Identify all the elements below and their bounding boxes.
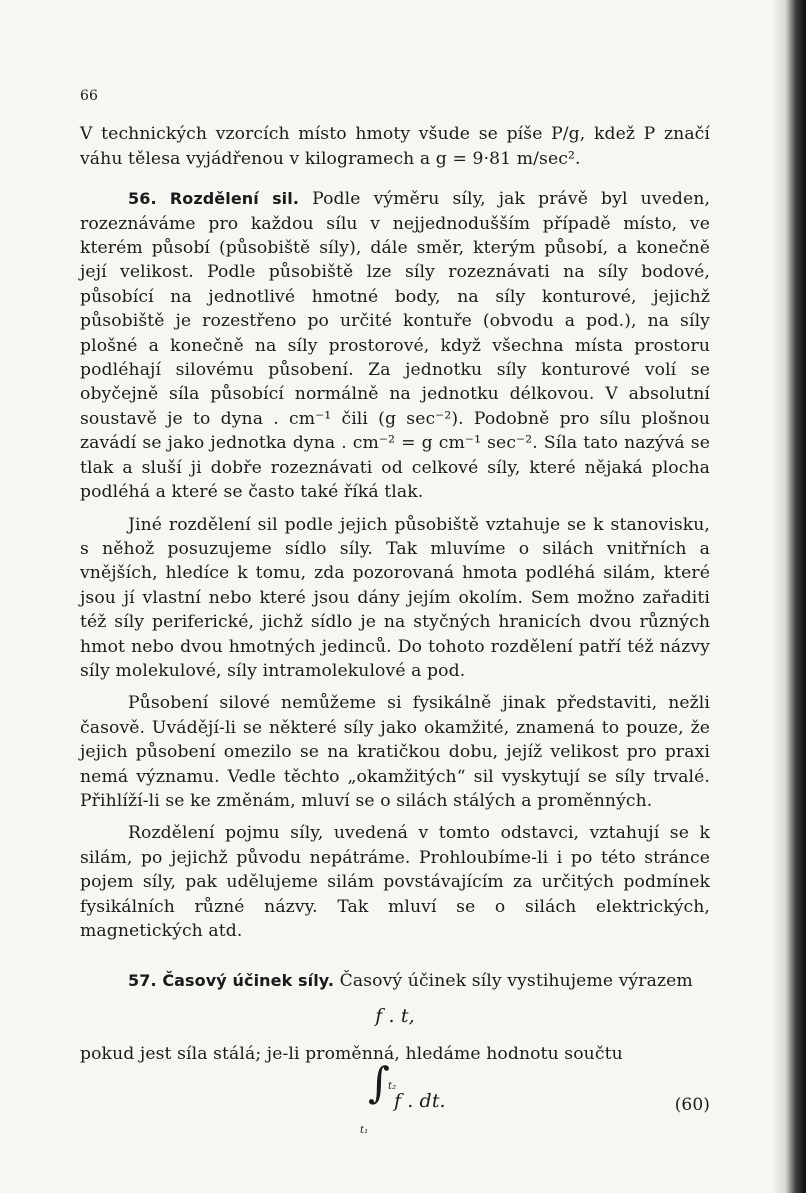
section-57-paragraph bbox=[80, 969, 710, 993]
integral-sign: ∫ bbox=[368, 1057, 390, 1107]
section-56-text: Podle výměru síly, jak právě byl uveden, rozeznáváme pro každou sílu v nejjednodušším případě místo, ve kterém působí (působiště síly), dále směr, kterým působí, a konečně její velikost. Podle působiště lze síly rozeznávati na síly bodové, působící na jednotlivé hmotné body, na síly konturové, jejichž působiště je rozestřeno po určité kontuře (obvodu a pod.), na síly plošné a konečně na síly prostorové, když všechna místa prostoru podléhají silovému působení. Za jednotku síly konturové volí se obyčejně síla působící normálně na jednotku délkovou. V absolutní soustavě je to dyna . cm⁻¹ čili (g sec⁻²). Podobně pro sílu plošnou zavádí se jako jednotka dyna . cm⁻² = g cm⁻¹ sec⁻². Síla tato nazývá se tlak a sluší ji dobře rozeznávati od celkové síly, které nějaká plocha podléhá a které se často také říká tlak. bbox=[80, 189, 711, 503]
intro-paragraph: V technických vzorcích místo hmoty všude se píše P/g, kdež P značí váhu tělesa vyjádřenou v kilogramech a g = 9·81 m/sec². bbox=[80, 124, 710, 169]
section-56-paragraph-3: Působení silové nemůžeme si fysikálně jinak představiti, nežli časově. Uvádějí-li se některé síly jako okamžité, znamená to pouze, že jejich působení omezilo se na kratičkou dobu, jejíž velikost pro praxi nemá významu. Vedle těchto „okamžitých“ sil vyskytují se síly trvalé. Přihlíží-li se ke změnám, mluví se o silách stálých a proměnných. bbox=[80, 693, 710, 811]
section-57-text: Časový účinek síly vystihujeme výrazem bbox=[339, 971, 693, 992]
section-56-paragraph-2: Jiné rozdělení sil podle jejich působiště vztahuje se k stanovisku, s něhož posuzujeme sídlo síly. Tak mluvíme o silách vnitřních a vnějších, hledíce k tomu, zda pozorovaná hmota podléhá silám, které jsou jí vlastní nebo které jsou dány jejím okolím. Sem možno zařaditi též síly periferické, jichž sídlo je na styčných hranicích dvou různých hmot nebo dvou hmotných jedinců. Do tohoto rozdělení patří též názvy síly molekulové, síly intramolekulové a pod. bbox=[80, 514, 710, 681]
section-57-paragraph-2: pokud jest síla stálá; je-li proměnná, hledáme hodnotu součtu bbox=[80, 1044, 623, 1065]
section-57-heading: 57. Časový účinek síly. bbox=[128, 971, 335, 991]
section-56-paragraph-4: Rozdělení pojmu síly, uvedená v tomto odstavci, vztahují se k silám, po jejichž původu nepátráme. Prohloubíme-li i po této stránce pojem síly, pak udělujeme silám povstávajícím za určitých podmínek fysikálních různé názvy. Tak mluví se o silách elektrických, magnetických atd. bbox=[80, 823, 710, 941]
equation-number: (60) bbox=[674, 1094, 710, 1115]
integral-lower-limit: t₁ bbox=[360, 1124, 369, 1136]
integral-body: f . dt. bbox=[394, 1089, 446, 1112]
book-page bbox=[80, 84, 710, 1149]
formula-f-t: f . t, bbox=[375, 1004, 415, 1027]
integral-upper-limit: t₂ bbox=[388, 1080, 397, 1092]
integral-equation bbox=[80, 1057, 710, 1149]
page-binding-shadow bbox=[772, 0, 806, 1193]
section-56-paragraph bbox=[80, 187, 710, 504]
section-56-heading: 56. Rozdělení sil. bbox=[128, 189, 300, 209]
page-number: 66 bbox=[80, 88, 99, 104]
